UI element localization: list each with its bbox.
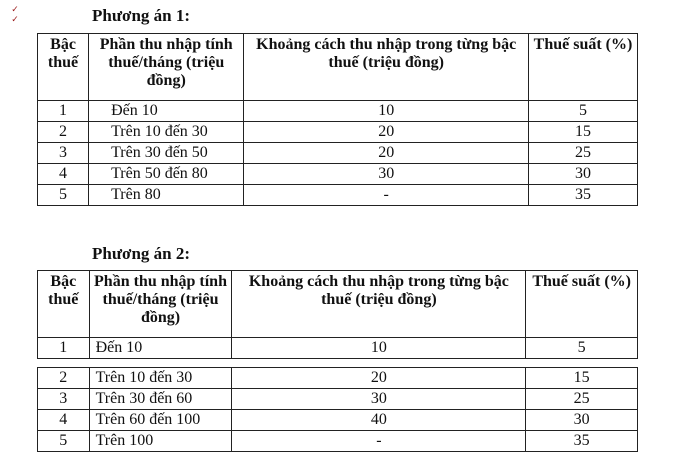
cell-range: 40 [232,410,526,431]
cell-bracket: 1 [38,338,90,359]
cell-income: Trên 30 đến 60 [89,389,232,410]
cell-range: 20 [232,368,526,389]
gap-cell [38,359,90,368]
cell-bracket: 1 [38,101,89,122]
cell-range: - [232,431,526,452]
cell-range: 20 [244,122,529,143]
cell-rate: 25 [529,143,638,164]
table-row [38,185,638,206]
table-row [38,410,638,431]
cell-bracket: 4 [38,410,90,431]
cell-bracket: 2 [38,368,90,389]
cell-rate: 30 [529,164,638,185]
table-row [38,101,638,122]
header-bracket: Bậc thuế [38,34,89,101]
cell-range: - [244,185,529,206]
cell-rate: 25 [526,389,638,410]
cell-range: 20 [244,143,529,164]
cell-rate: 5 [526,338,638,359]
cell-bracket: 2 [38,122,89,143]
table-row [38,368,638,389]
row-gap [38,359,638,368]
header-income: Phần thu nhập tính thuế/tháng (triệu đồng) [89,271,232,338]
cell-rate: 15 [529,122,638,143]
table-row [38,389,638,410]
plan2-table [37,270,638,452]
gap-cell [526,359,638,368]
cell-bracket: 3 [38,389,90,410]
cell-rate: 35 [529,185,638,206]
table-row [38,431,638,452]
cell-rate: 35 [526,431,638,452]
header-range: Khoảng cách thu nhập trong từng bậc thuế (triệu đồng) [244,34,529,101]
cell-bracket: 4 [38,164,89,185]
cell-income: Trên 30 đến 50 [89,143,244,164]
cell-income: Trên 100 [89,431,232,452]
table-row [38,143,638,164]
cell-income: Trên 80 [89,185,244,206]
watermark-logo: ✓ ✓ [11,4,19,24]
plan1-table [37,33,638,206]
cell-income: Trên 60 đến 100 [89,410,232,431]
cell-range: 30 [244,164,529,185]
header-rate: Thuế suất (%) [526,271,638,338]
gap-cell [232,359,526,368]
header-range: Khoảng cách thu nhập trong từng bậc thuế (triệu đồng) [232,271,526,338]
table-row [38,164,638,185]
cell-income: Đến 10 [89,338,232,359]
table-header-row [38,34,638,101]
table-header-row [38,271,638,338]
table-row [38,338,638,359]
cell-income: Đến 10 [89,101,244,122]
cell-rate: 30 [526,410,638,431]
cell-range: 10 [232,338,526,359]
cell-income: Trên 10 đến 30 [89,122,244,143]
header-rate: Thuế suất (%) [529,34,638,101]
plan2-title: Phương án 2: [92,244,191,263]
table-row [38,122,638,143]
header-income: Phần thu nhập tính thuế/tháng (triệu đồng) [89,34,244,101]
header-bracket: Bậc thuế [38,271,90,338]
cell-bracket: 5 [38,185,89,206]
plan1-title: Phương án 1: [92,6,191,25]
cell-bracket: 3 [38,143,89,164]
cell-rate: 15 [526,368,638,389]
cell-income: Trên 50 đến 80 [89,164,244,185]
cell-income: Trên 10 đến 30 [89,368,232,389]
cell-range: 10 [244,101,529,122]
cell-range: 30 [232,389,526,410]
cell-rate: 5 [529,101,638,122]
gap-cell [89,359,232,368]
cell-bracket: 5 [38,431,90,452]
